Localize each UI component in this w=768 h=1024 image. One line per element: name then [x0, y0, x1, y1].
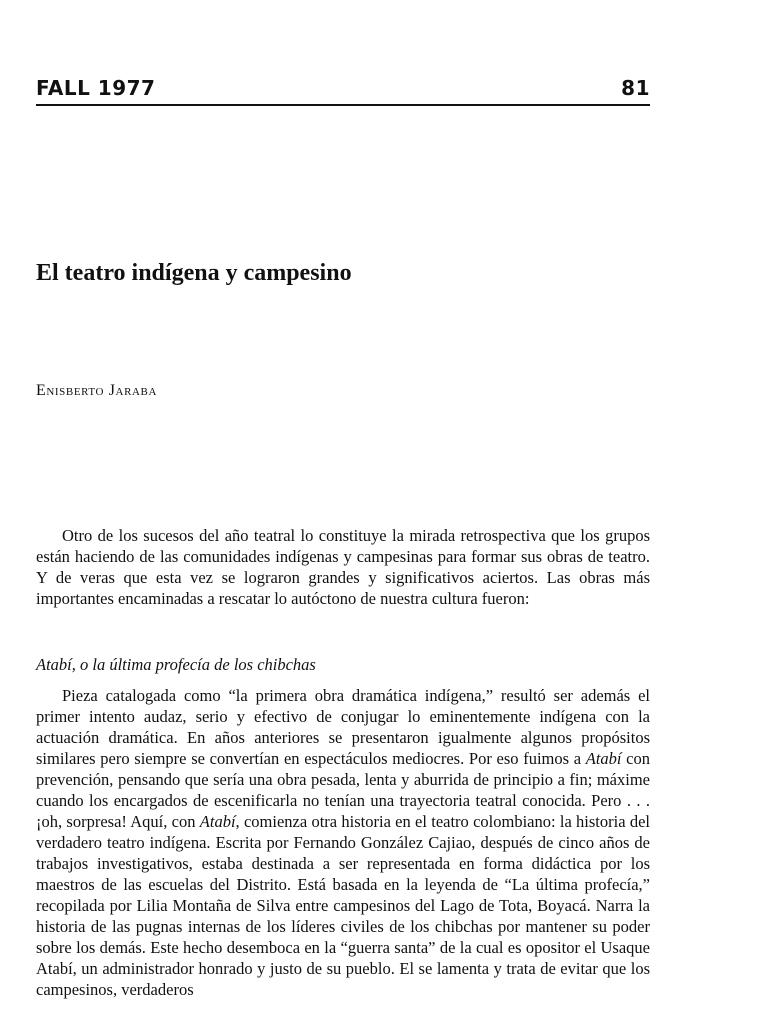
- paragraph-text: , comienza otra historia en el teatro colombiano: la historia del verdadero teatro indígena. Escrita por Fernando González Cajiao, después de cinco años de trabajos investigativos, estaba destinada a ser representada en forma didáctica por los maestros de las escuelas del Distrito. Está basada en la leyenda de “La última profecía,” recopilada por Lilia Montaña de Silva entre campesinos del Lago de Tota, Boyacá. Narra la historia de las pugnas internas de los líderes civiles de los chibchas por mantener su poder sobre los demás. Este hecho desemboca en la “guerra santa” de la cual es opositor el Usaque Atabí, un administrador honrado y justo de su pueblo. El se lamenta y trata de evitar que los campesinos, verdaderos: [36, 812, 650, 999]
- author-name: Enisberto Jaraba: [36, 382, 158, 399]
- italic-title: Atabí: [585, 749, 622, 768]
- italic-title: Atabí: [199, 812, 236, 831]
- paragraph-intro: Otro de los sucesos del año teatral lo constituye la mirada retrospectiva que los grupos están haciendo de las comunidades indígenas y campesinas para formar sus obras de teatro. Y de veras que esta vez se lograron grandes y significativos aciertos. Las obras más importantes encaminadas a rescatar lo autóctono de nuestra cultura fueron:: [36, 526, 650, 608]
- journal-issue: FALL 1977: [36, 76, 156, 100]
- page-number: 81: [621, 76, 650, 100]
- article-title: El teatro indígena y campesino: [36, 260, 352, 286]
- paragraph-atabi: [36, 685, 650, 1000]
- section-heading: Atabí, o la última profecía de los chibchas: [36, 655, 316, 674]
- running-head: [36, 74, 650, 106]
- document-page: [36, 0, 650, 1024]
- paragraph-text: Pieza catalogada como “la primera obra dramática indígena,” resultó ser además el primer intento audaz, serio y efectivo de conjugar lo eminentemente indígena con la actuación dramática. En años anteriores se presentaron igualmente algunos propósitos similares pero siempre se convertían en espectáculos mediocres. Por eso fuimos a: [36, 686, 650, 768]
- paragraph-text: con prevención, pensando que sería una obra pesada, lenta y aburrida de principio a fin; máxime cuando los encargados de escenificarla no tenían una trayectoria teatral conocida. Pero . . . ¡oh, sorpresa! Aquí, con: [36, 749, 650, 831]
